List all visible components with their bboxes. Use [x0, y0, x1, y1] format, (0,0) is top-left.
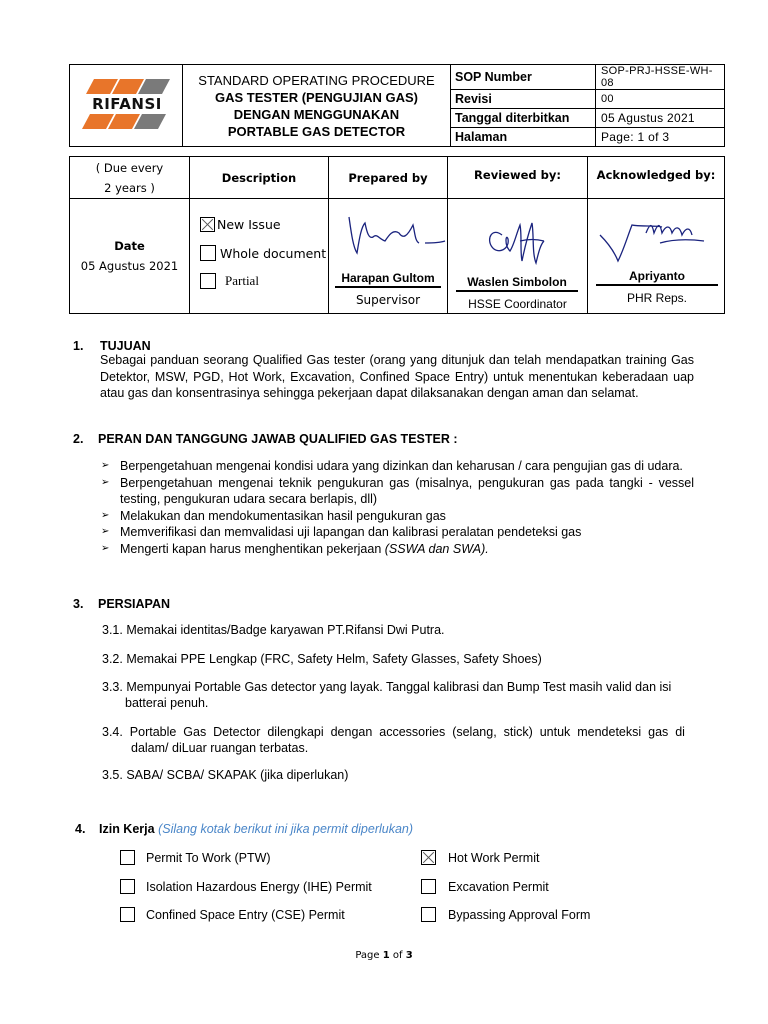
permit-hot-work-label: Hot Work Permit — [448, 850, 540, 865]
title-line-2: GAS TESTER (PENGUJIAN GAS) — [215, 89, 418, 105]
meta-label-sop-number: SOP Number — [451, 65, 596, 90]
section-2-bullet-list — [101, 458, 694, 557]
list-item — [101, 524, 694, 541]
rifansi-logo — [70, 67, 182, 144]
section-4-note: (Silang kotak berikut ini jika permit diperlukan) — [158, 822, 414, 836]
acknowledged-cell — [588, 199, 725, 314]
title-cell — [183, 65, 451, 147]
permit-cse-label: Confined Space Entry (CSE) Permit — [146, 907, 345, 922]
checkbox-new-issue[interactable] — [200, 217, 215, 232]
section-3-item-5: 3.5. SABA/ SCBA/ SKAPAK (jika diperlukan) — [102, 768, 349, 782]
checkbox-permit-ptw[interactable] — [120, 850, 135, 865]
section-3-item-2: 3.2. Memakai PPE Lengkap (FRC, Safety Helm, Safety Glasses, Safety Shoes) — [102, 652, 542, 666]
signature-prepared-icon — [329, 203, 447, 263]
permit-ptw[interactable] — [120, 850, 271, 865]
title-line-1: STANDARD OPERATING PROCEDURE — [198, 72, 435, 88]
checkbox-permit-bypassing[interactable] — [421, 907, 436, 922]
reviewed-name: Waslen Simbolon — [456, 275, 578, 292]
permit-hot-work[interactable] — [421, 850, 539, 865]
permit-ihe-label: Isolation Hazardous Energy (IHE) Permit — [146, 879, 372, 894]
description-options-cell — [190, 199, 329, 314]
due-cell — [70, 157, 190, 199]
option-new-issue-label: New Issue — [217, 217, 281, 232]
section-4-heading — [99, 822, 413, 836]
option-partial-label: Partial — [225, 273, 259, 288]
checkbox-permit-hot-work[interactable] — [421, 850, 436, 865]
section-3-item-4-line-2: dalam/ diLuar ruangan terbatas. — [131, 741, 309, 755]
permit-bypassing-label: Bypassing Approval Form — [448, 907, 591, 922]
permit-excavation[interactable] — [421, 879, 549, 894]
checkbox-permit-excavation[interactable] — [421, 879, 436, 894]
section-3-item-3-line-2: batterai penuh. — [125, 696, 209, 710]
arrow-bullet-icon: ➢ — [101, 476, 110, 488]
section-3-item-1: 3.1. Memakai identitas/Badge karyawan PT.Rifansi Dwi Putra. — [102, 623, 445, 637]
prepared-role: Supervisor — [355, 293, 421, 307]
meta-value-sop-number: SOP-PRJ-HSSE-WH-08 — [596, 65, 725, 90]
meta-value-tanggal: 05 Agustus 2021 — [596, 109, 725, 128]
logo-cell — [70, 65, 183, 147]
meta-label-halaman: Halaman — [451, 128, 596, 147]
list-item — [101, 458, 694, 475]
checkbox-whole-document[interactable] — [200, 245, 216, 261]
permit-ptw-label: Permit To Work (PTW) — [146, 850, 271, 865]
permit-excavation-label: Excavation Permit — [448, 879, 549, 894]
title-line-4: PORTABLE GAS DETECTOR — [227, 123, 406, 139]
checkbox-permit-ihe[interactable] — [120, 879, 135, 894]
prepared-cell — [329, 199, 448, 314]
logo-text: RIFANSI — [84, 95, 170, 113]
bullet-text: Melakukan dan mendokumentasikan hasil pengukuran gas — [120, 508, 446, 523]
description-header: Description — [190, 157, 329, 199]
meta-label-revisi: Revisi — [451, 90, 596, 109]
bullet-text: Berpengetahuan mengenai teknik pengukuran gas (misalnya, pengukuran gas pada tangki - vessel testing, pengukuran udara secara berlapis, dll) — [120, 475, 694, 506]
reviewed-header: Reviewed by: — [448, 157, 588, 199]
page-of: of — [392, 950, 403, 961]
meta-value-revisi: 00 — [596, 90, 725, 109]
due-line-1: ( Due every — [95, 160, 164, 175]
bullet-text: Mengerti kapan harus menghentikan pekerjaan — [120, 541, 382, 556]
arrow-bullet-icon: ➢ — [101, 542, 110, 554]
arrow-bullet-icon: ➢ — [101, 509, 110, 521]
date-value: 05 Agustus 2021 — [80, 259, 179, 273]
meta-value-halaman: Page: 1 of 3 — [596, 128, 725, 147]
permit-cse[interactable] — [120, 907, 345, 922]
section-3-item-3-line-1: 3.3. Mempunyai Portable Gas detector yang layak. Tanggal kalibrasi dan Bump Test masih valid dan isi — [102, 680, 672, 694]
section-3-item-4-line-1: 3.4. Portable Gas Detector dilengkapi dengan accessories (selang, stick) untuk mendeteksi gas di — [102, 725, 685, 739]
section-4-number: 4. — [75, 822, 86, 836]
reviewed-role: HSSE Coordinator — [468, 297, 567, 311]
page-prefix: Page — [355, 950, 380, 961]
section-1-title: TUJUAN — [100, 339, 151, 353]
section-1-body: Sebagai panduan seorang Qualified Gas tester (orang yang ditunjuk dan telah mendapatkan training Gas Detektor, MSW, PGD, Hot Work, Excavation, Confined Space Entry) untuk menentukan keberadaan uap atau gas dan konsentrasinya sehingga pekerjaan dapat dilaksanakan dengan aman dan selamat. — [100, 353, 694, 400]
option-partial[interactable] — [200, 273, 259, 289]
permit-bypassing[interactable] — [421, 907, 590, 922]
bullet-text: Memverifikasi dan memvalidasi uji lapangan dan kalibrasi peralatan pendeteksi gas — [120, 525, 582, 539]
section-2-title: PERAN DAN TANGGUNG JAWAB QUALIFIED GAS TESTER : — [98, 432, 458, 446]
due-line-2: 2 years ) — [104, 180, 155, 195]
checkbox-partial[interactable] — [200, 273, 216, 289]
date-cell — [70, 199, 190, 314]
meta-label-tanggal: Tanggal diterbitkan — [451, 109, 596, 128]
acknowledged-header: Acknowledged by: — [588, 157, 725, 199]
approval-table — [69, 156, 725, 314]
section-4-title: Izin Kerja — [99, 822, 155, 836]
list-item — [101, 541, 694, 558]
option-whole-document[interactable] — [200, 245, 326, 261]
bullet-italic-text: (SSWA dan SWA). — [384, 541, 489, 556]
checkbox-permit-cse[interactable] — [120, 907, 135, 922]
reviewed-cell — [448, 199, 588, 314]
arrow-bullet-icon: ➢ — [101, 526, 110, 537]
list-item — [101, 508, 694, 525]
list-item — [101, 475, 694, 508]
title-line-3: DENGAN MENGGUNAKAN — [233, 106, 400, 122]
date-label: Date — [114, 239, 145, 253]
arrow-bullet-icon: ➢ — [101, 460, 110, 471]
header-table — [69, 64, 725, 147]
option-whole-document-label: Whole document — [220, 245, 327, 261]
bullet-text: Berpengetahuan mengenai kondisi udara yang dizinkan dan keharusan / cara pengujian gas di udara. — [120, 459, 683, 473]
prepared-name: Harapan Gultom — [335, 271, 441, 288]
option-new-issue[interactable] — [200, 217, 281, 232]
section-2-number: 2. — [73, 432, 84, 446]
acknowledged-role: PHR Reps. — [626, 291, 688, 305]
signature-acknowledged-icon — [588, 213, 726, 263]
prepared-header: Prepared by — [329, 157, 448, 199]
page-total: 3 — [405, 950, 413, 961]
acknowledged-name: Apriyanto — [596, 269, 718, 286]
signature-reviewed-icon — [448, 205, 587, 275]
page-number-footer — [0, 950, 768, 961]
section-3-title: PERSIAPAN — [98, 597, 171, 611]
page-current: 1 — [382, 950, 390, 961]
section-1-number: 1. — [73, 339, 84, 353]
section-3-number: 3. — [73, 597, 84, 611]
permit-ihe[interactable] — [120, 879, 372, 894]
